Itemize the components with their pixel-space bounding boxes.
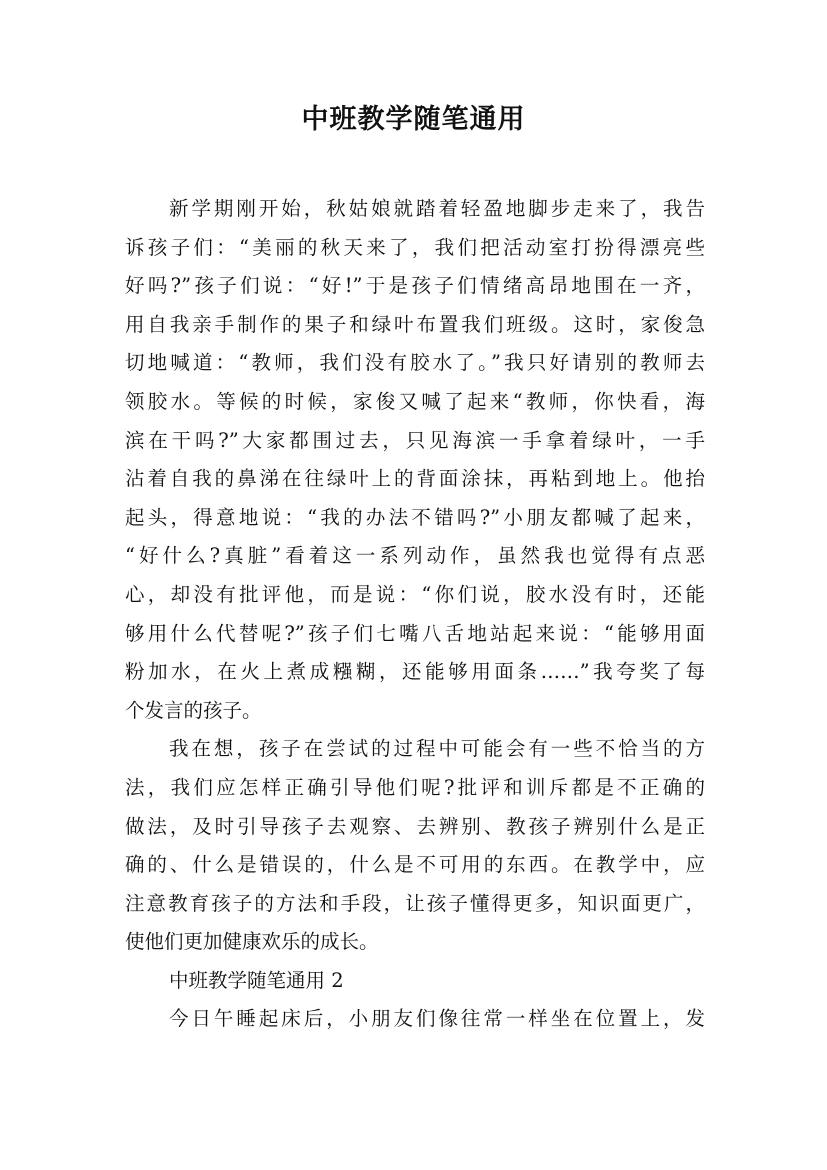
text-line: 确的、什么是错误的，什么是不可用的东西。在教学中，应 bbox=[125, 853, 705, 877]
text-line: 法，我们应怎样正确引导他们呢?批评和训斥都是不正确的 bbox=[125, 775, 705, 799]
text-line: 新学期刚开始，秋姑娘就踏着轻盈地脚步走来了，我告 bbox=[169, 197, 705, 220]
text-line: 沾着自我的鼻涕在往绿叶上的背面涂抹，再粘到地上。他抬 bbox=[125, 467, 705, 491]
text-line: 心，却没有批评他，而是说：“你们说，胶水没有时，还能 bbox=[125, 582, 705, 606]
text-line: 滨在干吗?”大家都围过去，只见海滨一手拿着绿叶，一手 bbox=[125, 428, 705, 452]
text-line: 注意教育孩子的方法和手段，让孩子懂得更多，知识面更广， bbox=[125, 891, 705, 915]
text-line: 起头，得意地说：“我的办法不错吗?”小朋友都喊了起来， bbox=[125, 505, 705, 529]
text-line: 使他们更加健康欢乐的成长。 bbox=[125, 930, 379, 954]
text-line: 领胶水。等候的时候，家俊又喊了起来“教师，你快看，海 bbox=[125, 389, 705, 413]
text-line: 好吗?”孩子们说：“好!”于是孩子们情绪高昂地围在一齐， bbox=[125, 274, 705, 298]
text-line: 个发言的孩子。 bbox=[125, 698, 262, 722]
text-line: 粉加水，在火上煮成糨糊，还能够用面条……”我夸奖了每 bbox=[125, 660, 705, 684]
document-body bbox=[125, 190, 705, 1039]
text-line: 切地喊道：“教师，我们没有胶水了。”我只好请别的教师去 bbox=[125, 351, 705, 375]
text-line: 做法，及时引导孩子去观察、去辨别、教孩子辨别什么是正 bbox=[125, 814, 705, 838]
page-title: 中班教学随笔通用 bbox=[301, 104, 526, 135]
text-line: 中班教学随笔通用 2 bbox=[169, 968, 344, 992]
text-line: 够用什么代替呢?”孩子们七嘴八舌地站起来说：“能够用面 bbox=[125, 621, 705, 645]
text-line: 用自我亲手制作的果子和绿叶布置我们班级。这时，家俊急 bbox=[125, 312, 705, 336]
text-line: 我在想，孩子在尝试的过程中可能会有一些不恰当的方 bbox=[169, 737, 705, 761]
text-line: “好什么?真脏”看着这一系列动作，虽然我也觉得有点恶 bbox=[125, 544, 705, 568]
text-line: 今日午睡起床后，小朋友们像往常一样坐在位置上，发 bbox=[169, 1007, 705, 1031]
text-line: 诉孩子们：“美丽的秋天来了，我们把活动室打扮得漂亮些 bbox=[125, 235, 705, 259]
